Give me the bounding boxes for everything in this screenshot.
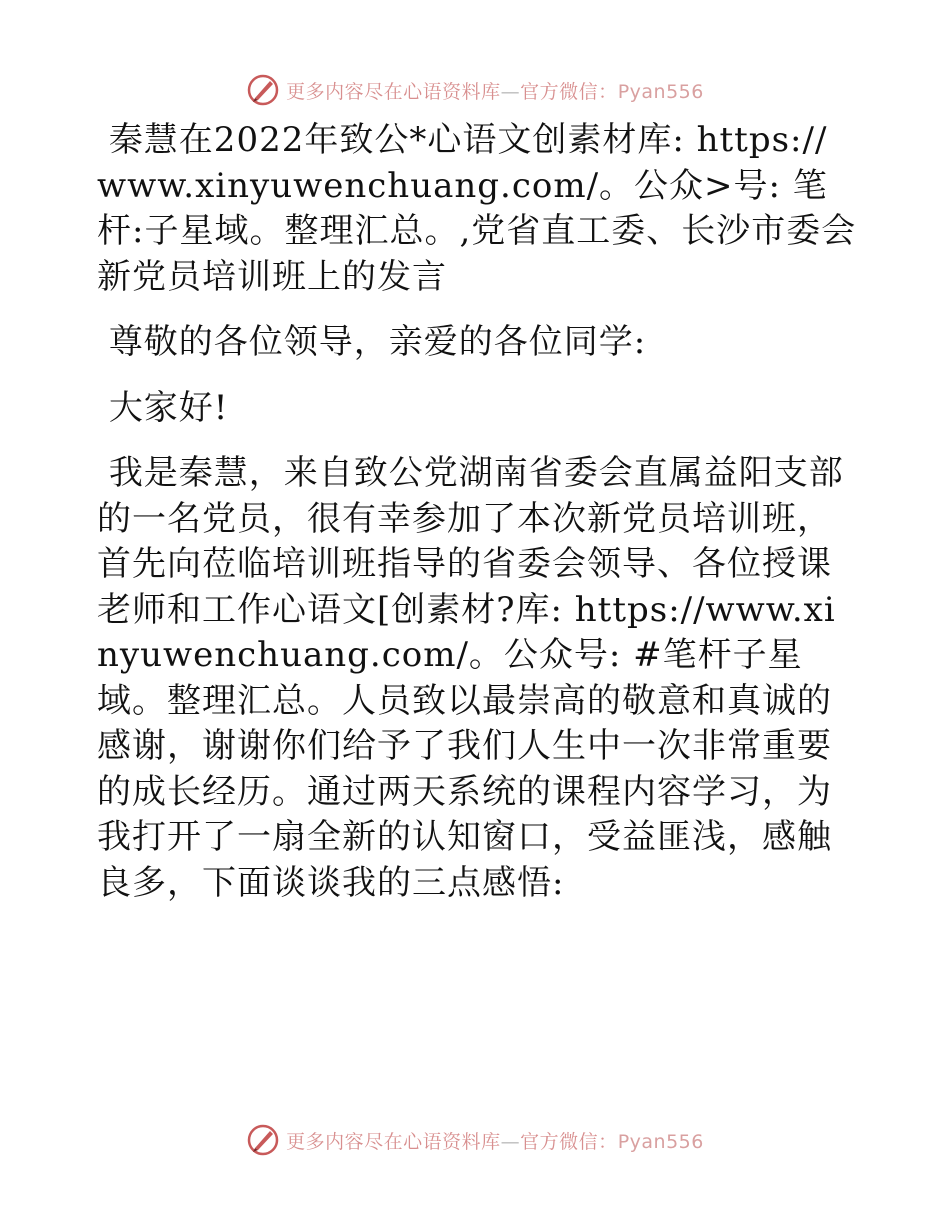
watermark-separator: — bbox=[500, 1130, 521, 1153]
watermark-separator: — bbox=[500, 80, 521, 103]
watermark-official-label: 官方微信： bbox=[520, 80, 618, 103]
paragraph-salutation: 尊敬的各位领导，亲爱的各位同学: bbox=[97, 322, 647, 362]
watermark-text bbox=[286, 77, 704, 104]
paragraph-greeting: 大家好! bbox=[97, 387, 229, 428]
watermark-wechat-id: Pyan556 bbox=[617, 1130, 704, 1153]
watermark-main-text: 更多内容尽在心语资料库 bbox=[286, 80, 501, 103]
quill-seal-icon bbox=[246, 73, 280, 107]
quill-seal-icon bbox=[246, 1123, 280, 1157]
watermark-official-label: 官方微信： bbox=[520, 1130, 618, 1153]
paragraph-title: 秦慧在2022年致公*心语文创素材库: https://www.xinyuwenchuang.com/。公众>号: 笔杆:子星域。整理汇总。,党省直工委、长沙市委会新党员培训班上的发言 bbox=[97, 120, 857, 297]
header-watermark bbox=[0, 70, 950, 110]
paragraph-introduction: 我是秦慧，来自致公党湖南省委会直属益阳支部的一名党员，很有幸参加了本次新党员培训班，首先向莅临培训班指导的省委会领导、各位授课老师和工作心语文[创素材?库: https://www.xinyuwenchuang.com/。公众号: #笔杆子星域。整理汇总。人员致以最崇高的敬意和真诚的感谢，谢谢你们给予了我们人生中一次非常重要的成长经历。通过两天系统的课程内容学习，为我打开了一扇全新的认知窗口，受益匪浅，感触良多，下面谈谈我的三点感悟: bbox=[97, 453, 844, 903]
watermark-text bbox=[286, 1127, 704, 1154]
watermark-wechat-id: Pyan556 bbox=[617, 80, 704, 103]
footer-watermark bbox=[0, 1120, 950, 1160]
watermark-main-text: 更多内容尽在心语资料库 bbox=[286, 1130, 501, 1153]
document-body bbox=[97, 118, 857, 906]
